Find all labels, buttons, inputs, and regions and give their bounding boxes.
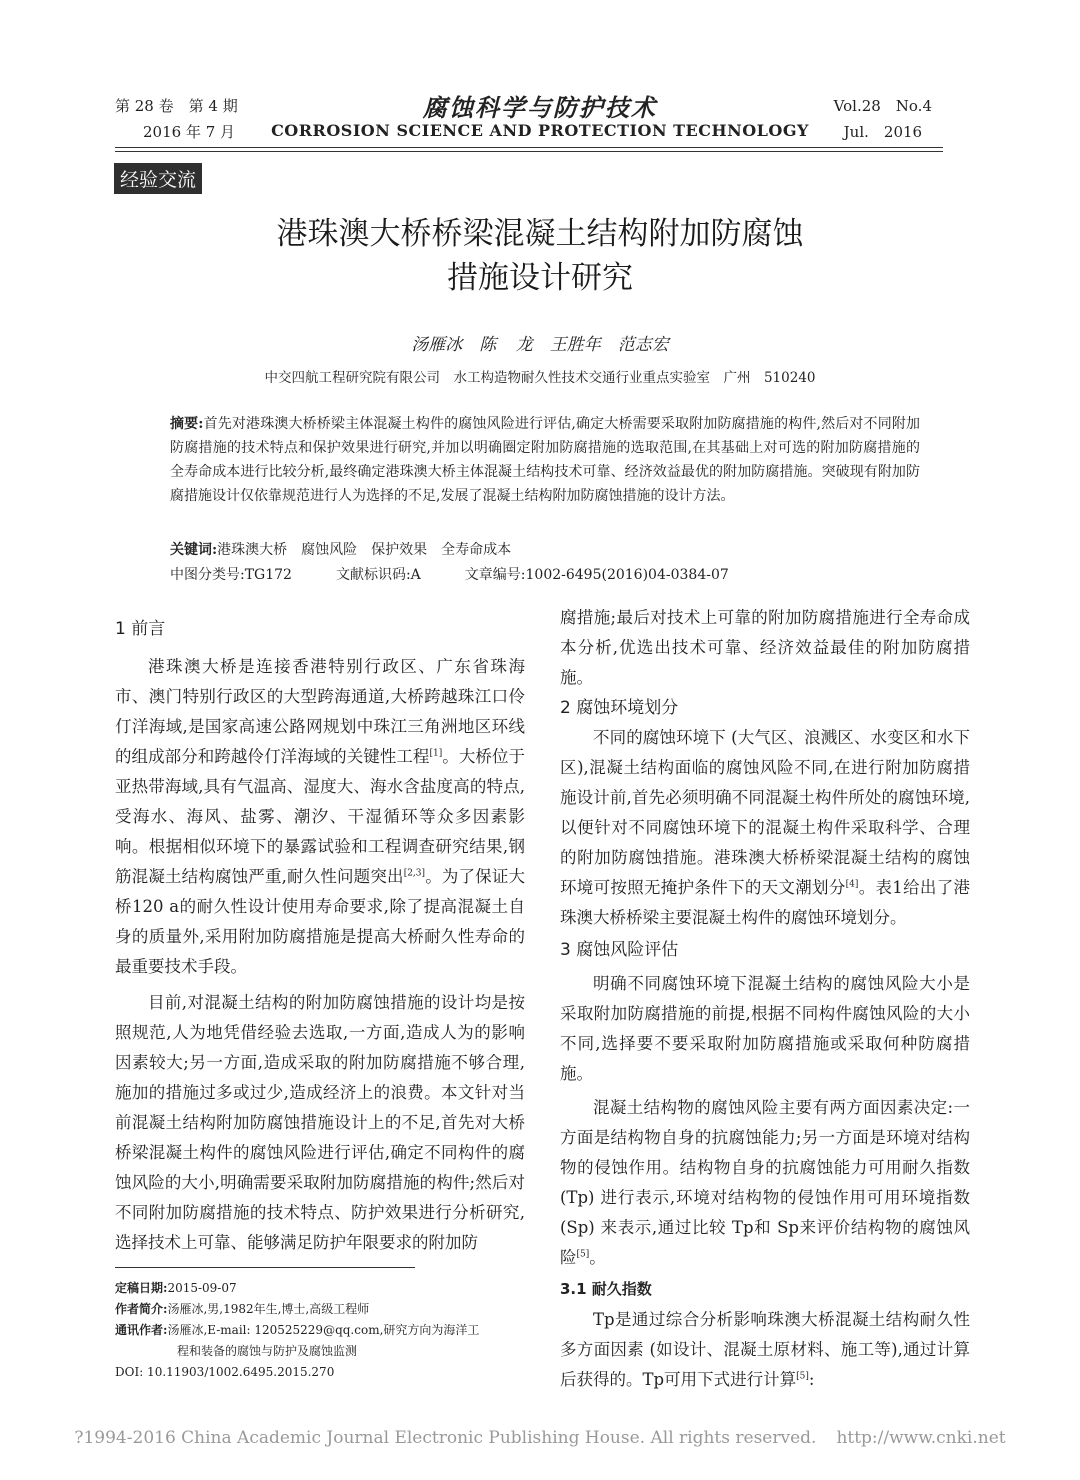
- paragraph: [560, 723, 970, 933]
- text: 。为了保证大桥120 a的耐久性设计使用寿命要求,除了提高混凝土自身的质量外,采用附加防腐措施是提高大桥耐久性寿命的最重要技术手段。: [115, 867, 526, 976]
- paragraph: 目前,对混凝土结构的附加防腐蚀措施的设计均是按照规范,人为地凭借经验去选取,一方面,造成人为的影响因素较大;另一方面,造成采取的附加防腐措施不够合理,施加的措施过多或过少,造成经济上的浪费。本文针对当前混凝土结构附加防腐蚀措施设计上的不足,首先对大桥桥梁混凝土构件的腐蚀风险进行评估,确定不同构件的腐蚀风险的大小,明确需要采取附加防腐措施的构件;然后对不同附加防腐措施的技术特点、防护效果进行分析研究,选择技术上可靠、能够满足防护年限要求的附加防: [115, 993, 525, 1252]
- footnote-received: [115, 1278, 525, 1299]
- abstract: [170, 412, 920, 508]
- clc-number: 中图分类号:TG172: [170, 567, 292, 583]
- text: 。大桥位于亚热带海域,具有气温高、湿度大、海水含盐度高的特点,受海水、海风、盐雾、潮汐、干湿循环等众多因素影响。根据相似环境下的暴露试验和工程调查研究结果,钢筋混凝土结构腐蚀严重,耐久性问题突出: [115, 747, 526, 886]
- keywords: [170, 538, 511, 562]
- cnki-link[interactable]: http://www.cnki.net: [836, 1428, 1006, 1448]
- section-tag: 经验交流: [114, 163, 202, 194]
- citation: [1]: [429, 748, 443, 759]
- subsection-heading-3-1: 3.1 耐久指数: [560, 1280, 652, 1298]
- journal-name-en: CORROSION SCIENCE AND PROTECTION TECHNOLOGY: [271, 121, 809, 140]
- label: 通讯作者:: [115, 1323, 168, 1337]
- footnote-doi: DOI: 10.11903/1002.6495.2015.270: [115, 1365, 335, 1379]
- copyright-text: ?1994-2016 China Academic Journal Electronic Publishing House. All rights reserved.: [74, 1428, 817, 1448]
- footnote-corresponding-cont: 程和装备的腐蚀与防护及腐蚀监测: [177, 1344, 358, 1358]
- paragraph: [115, 652, 525, 982]
- section-heading-2: 2 腐蚀环境划分: [560, 698, 679, 718]
- paragraph: [560, 1093, 970, 1273]
- value: 汤雁冰,E-mail: 120525229@qq.com,研究方向为海洋工: [167, 1323, 480, 1337]
- left-column: [115, 610, 525, 1258]
- footnotes: [115, 1278, 525, 1383]
- article-title: [0, 212, 1080, 300]
- paragraph: [560, 1305, 970, 1395]
- date-cn: 2016 年 7 月: [143, 123, 236, 141]
- affiliation: 中交四航工程研究院有限公司 水工构造物耐久性技术交通行业重点实验室 广州 510240: [264, 370, 816, 386]
- header-rule-thin: [115, 151, 943, 152]
- citation: [2,3]: [403, 868, 426, 879]
- document-code: 文献标识码:A: [335, 567, 421, 583]
- label: 定稿日期:: [115, 1281, 168, 1295]
- text: 混凝土结构物的腐蚀风险主要有两方面因素决定:一方面是结构物自身的抗腐蚀能力;另一方面是环境对结构物的侵蚀作用。结构物自身的抗腐蚀能力可用耐久指数 (Tp) 进行表示,环境对结构物的侵蚀作用可用环境指数 (Sp) 来表示,通过比较 Tp和 Sp来评价结构物的腐蚀风险: [560, 1098, 970, 1267]
- value: 2015-09-07: [167, 1281, 237, 1295]
- journal-name-cn: 腐蚀科学与防护技术: [423, 93, 657, 122]
- citation: [5]: [796, 1371, 809, 1382]
- paragraph-continued: 腐措施;最后对技术上可靠的附加防腐措施进行全寿命成本分析,优选出技术可靠、经济效益最佳的附加防腐措施。: [560, 608, 970, 687]
- header-right: [834, 93, 932, 145]
- classification-row: [170, 563, 920, 587]
- section-heading-3: 3 腐蚀风险评估: [560, 940, 679, 960]
- abstract-text: 首先对港珠澳大桥桥梁主体混凝土构件的腐蚀风险进行评估,确定大桥需要采取附加防腐措施的构件,然后对不同附加防腐措施的技术特点和保护效果进行研究,并加以明确圈定附加防腐措施的选取范围,在其基础上对可选的附加防腐措施的全寿命成本进行比较分析,最终确定港珠澳大桥主体混凝土结构技术可靠、经济效益最优的附加防腐措施。突破现有附加防腐措施设计仅依靠规范进行人为选择的不足,发展了混凝土结构附加防腐蚀措施的设计方法。: [170, 416, 920, 504]
- text: Tp是通过综合分析影响珠澳大桥混凝土结构耐久性多方面因素 (如设计、混凝土原材料、施工等),通过计算后获得的。Tp可用下式进行计算: [560, 1310, 970, 1389]
- section-heading-1: 1 前言: [115, 619, 166, 639]
- citation: [4]: [845, 879, 859, 890]
- footnote-bio: [115, 1299, 525, 1320]
- volume-cn: 第 28 卷 第 4 期: [115, 97, 238, 115]
- authors: 汤雁冰 陈 龙 王胜年 范志宏: [411, 335, 669, 355]
- paragraph: 明确不同腐蚀环境下混凝土结构的腐蚀风险大小是采取附加防腐措施的前提,根据不同构件腐蚀风险的大小不同,选择要不要采取附加防腐措施或采取何种防腐措施。: [560, 974, 970, 1083]
- title-line-1: 港珠澳大桥桥梁混凝土结构附加防腐蚀: [276, 216, 804, 252]
- title-line-2: 措施设计研究: [447, 260, 633, 296]
- text: 。表1给出了港珠澳大桥桥梁主要混凝土构件的腐蚀环境划分。: [560, 878, 971, 927]
- keywords-label: 关键词:: [170, 542, 218, 558]
- text: :: [808, 1370, 815, 1389]
- right-column: [560, 603, 970, 1395]
- footnote-rule: [115, 1267, 415, 1268]
- value: 汤雁冰,男,1982年生,博士,高级工程师: [167, 1302, 370, 1316]
- keywords-text: 港珠澳大桥 腐蚀风险 保护效果 全寿命成本: [217, 542, 512, 558]
- header-rule: [115, 147, 943, 148]
- citation: [5]: [576, 1249, 590, 1260]
- article-number: 文章编号:1002-6495(2016)04-0384-07: [464, 567, 729, 583]
- abstract-label: 摘要:: [170, 416, 204, 432]
- text: 港珠澳大桥是连接香港特别行政区、广东省珠海市、澳门特别行政区的大型跨海通道,大桥跨越珠江口伶仃洋海域,是国家高速公路网规划中珠江三角洲地区环线的组成部分和跨越伶仃洋海域的关键性工程: [115, 657, 525, 766]
- volume-en: Vol.28 No.4: [833, 97, 932, 115]
- text: 不同的腐蚀环境下 (大气区、浪溅区、水变区和水下区),混凝土结构面临的腐蚀风险不同,在进行附加防腐措施设计前,首先必须明确不同混凝土构件所处的腐蚀环境,以便针对不同腐蚀环境下的混凝土构件采取科学、合理的附加防腐蚀措施。港珠澳大桥桥梁混凝土结构的腐蚀环境可按照无掩护条件下的天文潮划分: [560, 728, 970, 897]
- text: 。: [589, 1248, 606, 1267]
- copyright-line: [0, 1428, 1080, 1448]
- footnote-corresponding: [115, 1320, 525, 1341]
- label: 作者简介:: [115, 1302, 168, 1316]
- date-en: Jul. 2016: [843, 123, 923, 141]
